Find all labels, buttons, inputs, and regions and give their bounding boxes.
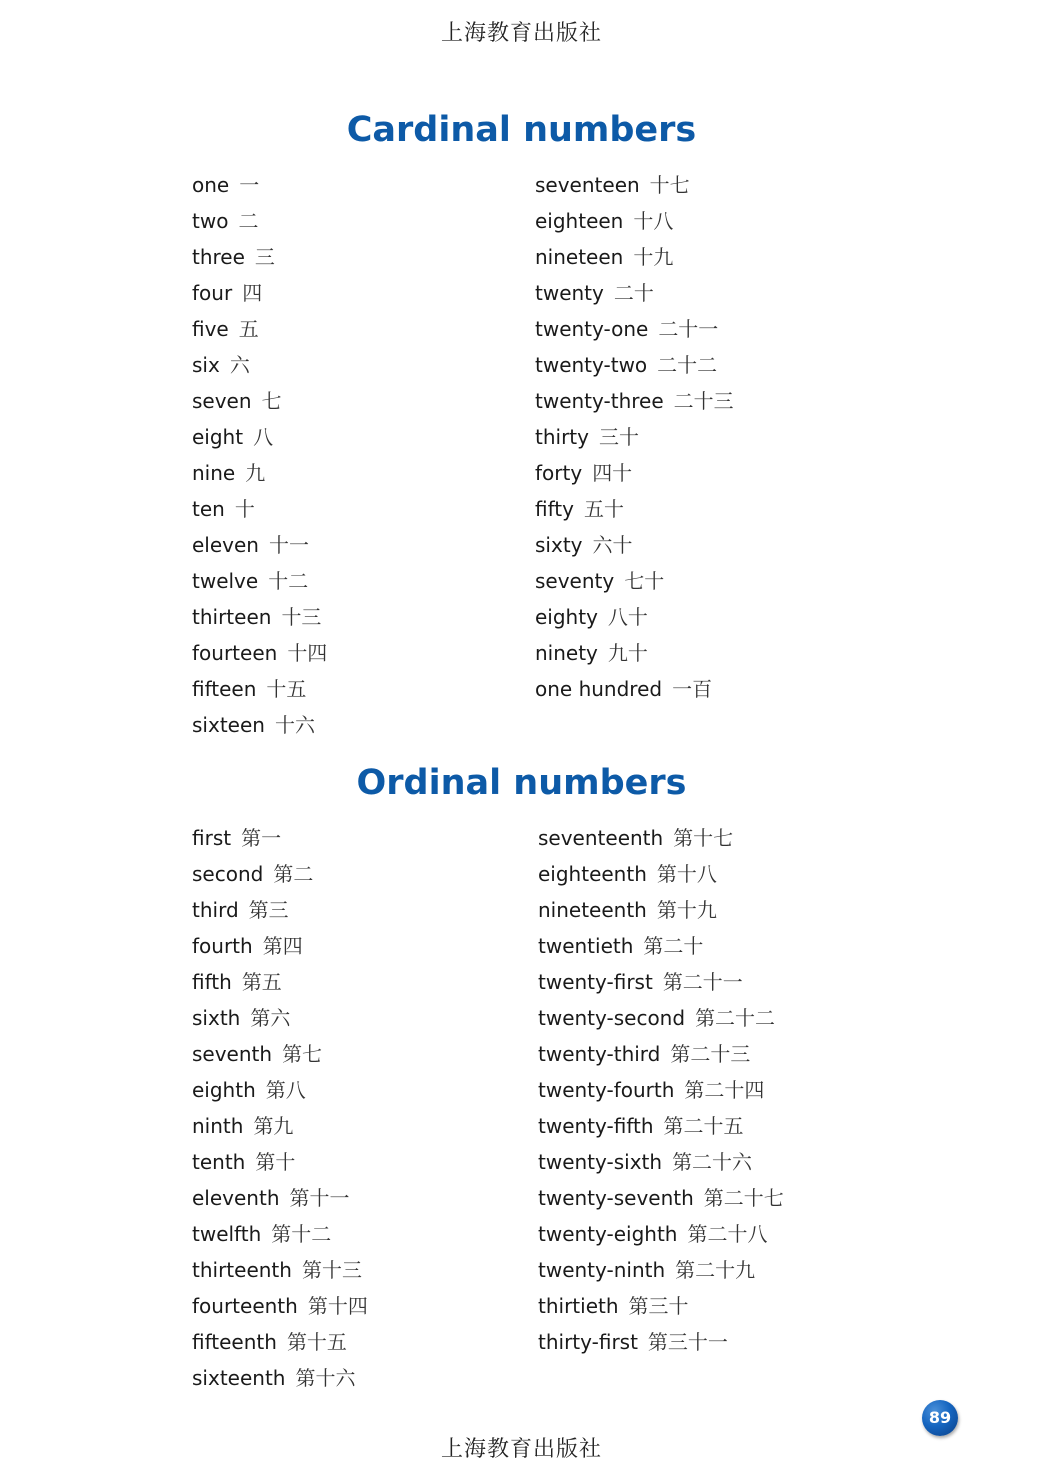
chinese-translation: 第八 [265, 1078, 306, 1102]
chinese-translation: 十八 [633, 209, 674, 233]
chinese-translation: 第二十五 [663, 1114, 744, 1138]
english-word: tenth [192, 1150, 246, 1174]
ordinal-item [538, 1000, 784, 1036]
ordinal-item [192, 1108, 368, 1144]
english-word: three [192, 245, 245, 269]
chinese-translation: 九十 [607, 641, 648, 665]
english-word: ninety [535, 641, 598, 665]
cardinal-item [192, 347, 327, 383]
chinese-translation: 第十四 [307, 1294, 368, 1318]
chinese-translation: 第十 [255, 1150, 296, 1174]
chinese-translation: 第二十一 [662, 970, 743, 994]
chinese-translation: 第二十七 [703, 1186, 784, 1210]
cardinal-item [192, 203, 327, 239]
cardinal-item [535, 203, 734, 239]
english-word: thirty-first [538, 1330, 638, 1354]
english-word: seventeen [535, 173, 640, 197]
ordinal-item [192, 1360, 368, 1396]
cardinal-item [535, 671, 734, 707]
chinese-translation: 第十一 [289, 1186, 350, 1210]
ordinal-item [192, 1180, 368, 1216]
chinese-translation: 第二十三 [670, 1042, 751, 1066]
chinese-translation: 第三十 [628, 1294, 689, 1318]
english-word: eighteenth [538, 862, 647, 886]
ordinal-list-right [538, 820, 784, 1360]
english-word: sixteen [192, 713, 265, 737]
ordinal-item [192, 1036, 368, 1072]
cardinal-item [535, 635, 734, 671]
english-word: twenty-fifth [538, 1114, 654, 1138]
chinese-translation: 五十 [583, 497, 624, 521]
english-word: twenty-fourth [538, 1078, 675, 1102]
ordinal-item [538, 1252, 784, 1288]
cardinal-item [192, 167, 327, 203]
cardinal-item [535, 275, 734, 311]
chinese-translation: 一百 [672, 677, 713, 701]
ordinal-item [538, 1036, 784, 1072]
chinese-translation: 十三 [281, 605, 322, 629]
english-word: nineteenth [538, 898, 647, 922]
chinese-translation: 第七 [282, 1042, 323, 1066]
cardinal-item [192, 455, 327, 491]
chinese-translation: 十九 [633, 245, 674, 269]
ordinal-item [538, 1108, 784, 1144]
chinese-translation: 十七 [649, 173, 690, 197]
english-word: seventeenth [538, 826, 664, 850]
chinese-translation: 第十五 [286, 1330, 347, 1354]
ordinal-item [192, 1288, 368, 1324]
english-word: ninth [192, 1114, 244, 1138]
cardinal-item [535, 383, 734, 419]
english-word: eleventh [192, 1186, 280, 1210]
chinese-translation: 第二十八 [687, 1222, 768, 1246]
publisher-header: 上海教育出版社 [440, 21, 602, 46]
cardinal-item [192, 491, 327, 527]
english-word: second [192, 862, 264, 886]
english-word: fifty [535, 497, 574, 521]
cardinal-item [535, 563, 734, 599]
cardinal-item [192, 527, 327, 563]
ordinal-item [192, 964, 368, 1000]
page-number-badge: 89 [922, 1400, 958, 1436]
chinese-translation: 四十 [592, 461, 633, 485]
chinese-translation: 第二十六 [672, 1150, 753, 1174]
ordinal-item [192, 856, 368, 892]
english-word: twelfth [192, 1222, 262, 1246]
ordinal-item [192, 1252, 368, 1288]
cardinal-item [535, 599, 734, 635]
chinese-translation: 九 [245, 461, 266, 485]
publisher-footer: 上海教育出版社 [440, 1437, 602, 1462]
ordinal-item [192, 1216, 368, 1252]
ordinal-item [192, 820, 368, 856]
chinese-translation: 三十 [598, 425, 639, 449]
english-word: eighteen [535, 209, 624, 233]
chinese-translation: 第二 [273, 862, 314, 886]
chinese-translation: 第十九 [656, 898, 717, 922]
chinese-translation: 第四 [262, 934, 303, 958]
english-word: first [192, 826, 232, 850]
english-word: twenty-three [535, 389, 664, 413]
english-word: seventy [535, 569, 615, 593]
english-word: thirtieth [538, 1294, 619, 1318]
chinese-translation: 四 [242, 281, 263, 305]
chinese-translation: 十 [234, 497, 255, 521]
chinese-translation: 三 [254, 245, 275, 269]
chinese-translation: 第二十九 [675, 1258, 756, 1282]
cardinal-item [535, 347, 734, 383]
english-word: fifteenth [192, 1330, 277, 1354]
chinese-translation: 十五 [266, 677, 307, 701]
chinese-translation: 七 [261, 389, 282, 413]
english-word: ten [192, 497, 225, 521]
english-word: eighth [192, 1078, 256, 1102]
chinese-translation: 第三 [248, 898, 289, 922]
ordinal-item [538, 928, 784, 964]
english-word: twenty-eighth [538, 1222, 678, 1246]
cardinal-item [192, 563, 327, 599]
chinese-translation: 八 [253, 425, 274, 449]
chinese-translation: 八十 [607, 605, 648, 629]
chinese-translation: 第十三 [301, 1258, 362, 1282]
cardinal-item [192, 599, 327, 635]
cardinal-item [535, 419, 734, 455]
english-word: twenty [535, 281, 604, 305]
cardinal-item [192, 239, 327, 275]
english-word: thirty [535, 425, 589, 449]
cardinal-item [535, 239, 734, 275]
chinese-translation: 二十 [613, 281, 654, 305]
english-word: four [192, 281, 233, 305]
english-word: twenty-seventh [538, 1186, 694, 1210]
cardinal-item [192, 707, 327, 743]
chinese-translation: 六 [229, 353, 250, 377]
chinese-translation: 第三十一 [647, 1330, 728, 1354]
chinese-translation: 第五 [241, 970, 282, 994]
english-word: thirteen [192, 605, 272, 629]
chinese-translation: 第二十 [643, 934, 704, 958]
english-word: fifteen [192, 677, 257, 701]
chinese-translation: 第十六 [295, 1366, 356, 1390]
ordinal-item [538, 1180, 784, 1216]
ordinal-item [192, 928, 368, 964]
english-word: twenty-two [535, 353, 648, 377]
cardinal-item [192, 311, 327, 347]
chinese-translation: 十六 [274, 713, 315, 737]
chinese-translation: 第十七 [673, 826, 734, 850]
english-word: twenty-first [538, 970, 653, 994]
english-word: seven [192, 389, 252, 413]
cardinal-item [535, 527, 734, 563]
ordinal-item [192, 1324, 368, 1360]
chinese-translation: 七十 [624, 569, 665, 593]
english-word: five [192, 317, 229, 341]
ordinal-item [192, 1072, 368, 1108]
ordinal-item [538, 856, 784, 892]
english-word: eight [192, 425, 244, 449]
english-word: twenty-second [538, 1006, 686, 1030]
english-word: twenty-sixth [538, 1150, 663, 1174]
english-word: seventh [192, 1042, 273, 1066]
english-word: sixteenth [192, 1366, 286, 1390]
english-word: sixth [192, 1006, 241, 1030]
english-word: twentieth [538, 934, 634, 958]
ordinal-item [538, 1144, 784, 1180]
ordinal-item [192, 892, 368, 928]
chinese-translation: 二十二 [657, 353, 718, 377]
english-word: two [192, 209, 229, 233]
chinese-translation: 二十一 [658, 317, 719, 341]
chinese-translation: 第六 [250, 1006, 291, 1030]
chinese-translation: 二十三 [673, 389, 734, 413]
chinese-translation: 十一 [268, 533, 309, 557]
ordinal-item [538, 820, 784, 856]
english-word: sixty [535, 533, 583, 557]
ordinal-item [538, 1324, 784, 1360]
cardinal-item [535, 311, 734, 347]
ordinal-item [538, 892, 784, 928]
chinese-translation: 第一 [241, 826, 282, 850]
ordinal-item [192, 1144, 368, 1180]
english-word: fifth [192, 970, 232, 994]
chinese-translation: 二 [238, 209, 259, 233]
chinese-translation: 第二十二 [695, 1006, 776, 1030]
chinese-translation: 第二十四 [684, 1078, 765, 1102]
english-word: twenty-ninth [538, 1258, 666, 1282]
english-word: nineteen [535, 245, 624, 269]
cardinal-item [535, 167, 734, 203]
cardinal-item [192, 635, 327, 671]
chinese-translation: 十四 [287, 641, 328, 665]
chinese-translation: 十二 [268, 569, 309, 593]
cardinal-list-right [535, 167, 734, 707]
chinese-translation: 第十二 [271, 1222, 332, 1246]
english-word: one [192, 173, 230, 197]
cardinal-list-left [192, 167, 327, 743]
english-word: one hundred [535, 677, 663, 701]
chinese-translation: 六十 [592, 533, 633, 557]
cardinal-numbers-title: Cardinal numbers [346, 110, 697, 150]
chinese-translation: 第九 [253, 1114, 294, 1138]
english-word: twenty-third [538, 1042, 661, 1066]
ordinal-item [538, 1288, 784, 1324]
english-word: twelve [192, 569, 259, 593]
ordinal-list-left [192, 820, 368, 1396]
english-word: fourteen [192, 641, 278, 665]
ordinal-numbers-title: Ordinal numbers [356, 763, 687, 803]
cardinal-item [535, 455, 734, 491]
chinese-translation: 第十八 [656, 862, 717, 886]
english-word: third [192, 898, 239, 922]
english-word: eighty [535, 605, 598, 629]
cardinal-item [192, 671, 327, 707]
ordinal-item [538, 964, 784, 1000]
english-word: fourth [192, 934, 253, 958]
english-word: fourteenth [192, 1294, 298, 1318]
english-word: six [192, 353, 220, 377]
english-word: twenty-one [535, 317, 649, 341]
cardinal-item [192, 419, 327, 455]
english-word: thirteenth [192, 1258, 292, 1282]
cardinal-item [192, 383, 327, 419]
cardinal-item [535, 491, 734, 527]
english-word: forty [535, 461, 583, 485]
chinese-translation: 五 [238, 317, 259, 341]
ordinal-item [538, 1216, 784, 1252]
ordinal-item [192, 1000, 368, 1036]
english-word: nine [192, 461, 236, 485]
cardinal-item [192, 275, 327, 311]
ordinal-item [538, 1072, 784, 1108]
chinese-translation: 一 [239, 173, 260, 197]
english-word: eleven [192, 533, 259, 557]
